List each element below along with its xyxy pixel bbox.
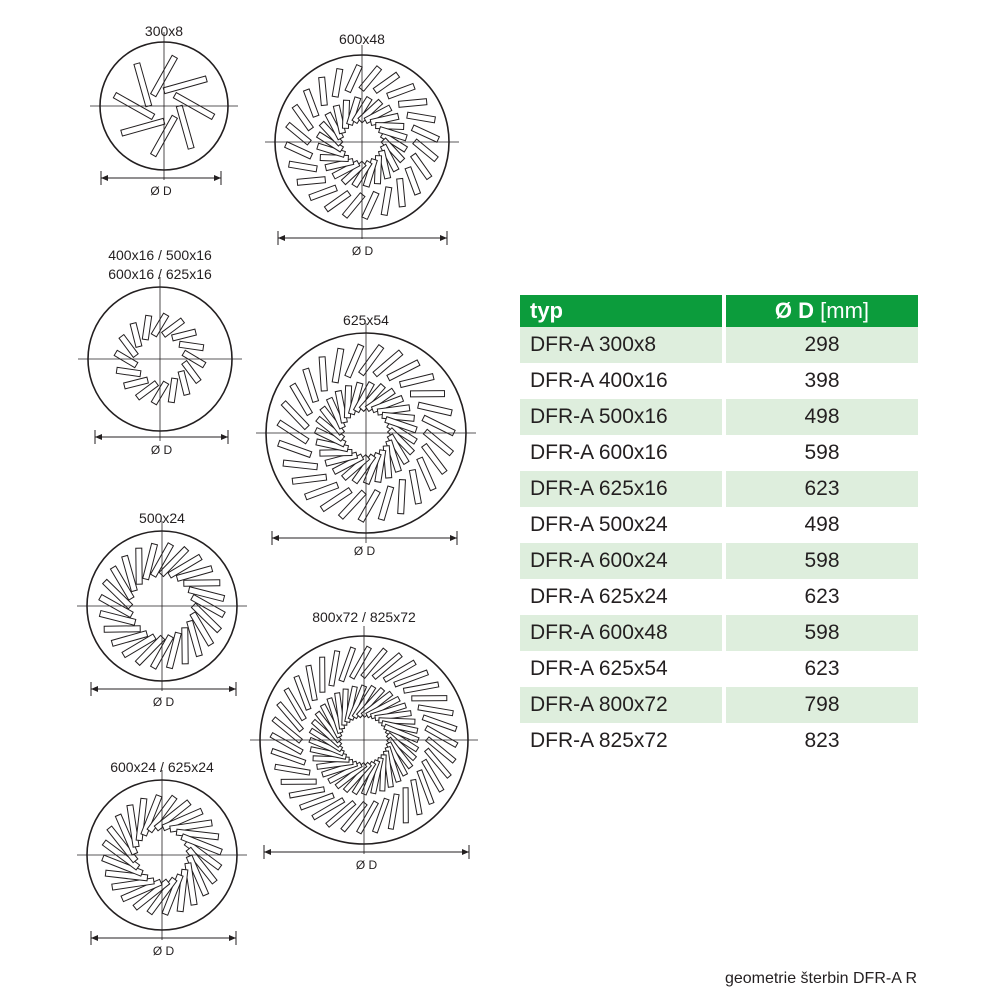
vent-diagram xyxy=(250,609,478,872)
slot xyxy=(410,391,444,397)
slot xyxy=(378,486,393,520)
diagram-label: 800x72 / 825x72 xyxy=(312,609,416,625)
dimension-arrow-right xyxy=(450,535,457,541)
table-row xyxy=(520,399,918,435)
cell-type: DFR-A 500x24 xyxy=(520,507,722,543)
diagram-label: 625x54 xyxy=(343,312,389,328)
vent-diagram xyxy=(78,247,242,457)
table-row xyxy=(520,363,918,399)
dimension-arrow-left xyxy=(272,535,279,541)
table-row xyxy=(520,543,918,579)
table-row xyxy=(520,651,918,687)
slot xyxy=(289,787,324,798)
dimension-label: Ø D xyxy=(152,944,175,958)
vent-diagram xyxy=(256,312,476,558)
diagram-label: 300x8 xyxy=(144,23,184,39)
slot xyxy=(409,470,421,505)
dimension-arrow-left xyxy=(91,935,98,941)
slot xyxy=(104,626,140,632)
header-unit: [mm] xyxy=(820,298,870,323)
cell-type: DFR-A 600x48 xyxy=(520,615,722,651)
cell-diameter: 823 xyxy=(726,723,918,759)
slot xyxy=(121,118,165,136)
vent-diagram xyxy=(77,510,247,709)
slot xyxy=(388,794,399,829)
cell-type: DFR-A 400x16 xyxy=(520,363,722,399)
dimension-label: Ø D xyxy=(353,544,376,558)
slot xyxy=(329,651,340,686)
cell-type: DFR-A 625x16 xyxy=(520,471,722,507)
dimension-arrow-left xyxy=(264,849,271,855)
slot xyxy=(332,69,343,98)
diagram-label: 500x24 xyxy=(139,510,185,526)
cell-type: DFR-A 600x24 xyxy=(520,543,722,579)
cell-diameter: 498 xyxy=(726,399,918,435)
cell-diameter: 298 xyxy=(726,327,918,363)
cell-diameter: 598 xyxy=(726,435,918,471)
dimension-arrow-left xyxy=(91,686,98,692)
slot xyxy=(412,696,447,701)
slot xyxy=(305,482,339,499)
slot xyxy=(168,378,177,403)
diagram-label: 600x24 / 625x24 xyxy=(110,759,214,775)
slot xyxy=(418,402,452,415)
cell-type: DFR-A 825x72 xyxy=(520,723,722,759)
dimension-arrow-left xyxy=(95,434,102,440)
vent-diagram xyxy=(265,31,459,258)
slot xyxy=(320,657,325,692)
slot xyxy=(306,665,317,700)
slot xyxy=(418,705,453,716)
dimension-arrow-right xyxy=(440,235,447,241)
slot xyxy=(319,77,328,105)
slot xyxy=(275,764,310,775)
cell-type: DFR-A 500x16 xyxy=(520,399,722,435)
header-diameter-symbol: Ø D xyxy=(774,298,815,323)
dimension-arrow-right xyxy=(221,434,228,440)
slot xyxy=(297,177,325,186)
cell-type: DFR-A 800x72 xyxy=(520,687,722,723)
cell-diameter: 623 xyxy=(726,651,918,687)
slot xyxy=(407,112,436,123)
cell-type: DFR-A 300x8 xyxy=(520,327,722,363)
slot xyxy=(303,368,319,402)
slot xyxy=(381,187,392,216)
slot xyxy=(134,63,152,107)
cell-diameter: 598 xyxy=(726,615,918,651)
cell-diameter: 623 xyxy=(726,471,918,507)
dimension-table xyxy=(516,295,922,759)
slot xyxy=(281,779,316,784)
table-row xyxy=(520,471,918,507)
dimension-arrow-right xyxy=(462,849,469,855)
diagram-label: 600x48 xyxy=(339,31,385,47)
cell-diameter: 498 xyxy=(726,507,918,543)
dimension-arrow-right xyxy=(229,686,236,692)
slot xyxy=(319,357,327,391)
slot xyxy=(176,105,194,149)
cell-diameter: 623 xyxy=(726,579,918,615)
dimension-label: Ø D xyxy=(351,244,374,258)
slot xyxy=(397,178,406,206)
slot xyxy=(172,329,197,341)
table-row xyxy=(520,579,918,615)
slot xyxy=(403,788,408,823)
diagram-label: 600x16 / 625x16 xyxy=(108,266,212,282)
header-diameter xyxy=(726,295,918,327)
slot xyxy=(405,167,420,195)
slot xyxy=(182,628,188,664)
dimension-label: Ø D xyxy=(152,695,175,709)
slot xyxy=(292,474,326,484)
cell-diameter: 598 xyxy=(726,543,918,579)
diagram-label: 400x16 / 500x16 xyxy=(108,247,212,263)
table-row xyxy=(520,687,918,723)
cell-diameter: 798 xyxy=(726,687,918,723)
dimension-arrow-right xyxy=(214,175,221,181)
cell-type: DFR-A 625x24 xyxy=(520,579,722,615)
slot xyxy=(400,374,434,388)
slot xyxy=(309,185,337,200)
slot xyxy=(142,315,151,340)
slot xyxy=(136,548,142,584)
slot xyxy=(184,580,220,586)
dimension-arrow-right xyxy=(229,935,236,941)
dimension-label: Ø D xyxy=(150,443,173,457)
table-row xyxy=(520,723,918,759)
dimension-label: Ø D xyxy=(150,184,172,198)
vent-diagram xyxy=(77,759,247,958)
header-typ: typ xyxy=(520,295,722,327)
dimension-arrow-left xyxy=(101,175,108,181)
dimension-label: Ø D xyxy=(355,858,378,872)
figure-caption: geometrie šterbin DFR-A R xyxy=(724,970,917,987)
slot xyxy=(289,161,318,172)
slot xyxy=(332,348,344,383)
table-row xyxy=(520,327,918,363)
slot xyxy=(163,76,207,94)
table-header-row xyxy=(520,295,918,327)
dimension-arrow-left xyxy=(278,235,285,241)
slot xyxy=(130,323,142,348)
table-row xyxy=(520,435,918,471)
slot xyxy=(398,99,426,108)
vent-diagram xyxy=(90,23,238,198)
slot xyxy=(398,480,406,514)
slot xyxy=(283,460,317,470)
table-row xyxy=(520,507,918,543)
slot xyxy=(178,371,190,396)
slot xyxy=(411,779,422,814)
cell-diameter: 398 xyxy=(726,363,918,399)
slot xyxy=(179,341,204,350)
slot xyxy=(403,682,438,693)
slot xyxy=(116,367,141,376)
cell-type: DFR-A 600x16 xyxy=(520,435,722,471)
slot xyxy=(387,84,415,99)
slot xyxy=(124,377,149,389)
slot xyxy=(304,89,319,117)
table-row xyxy=(520,615,918,651)
cell-type: DFR-A 625x54 xyxy=(520,651,722,687)
